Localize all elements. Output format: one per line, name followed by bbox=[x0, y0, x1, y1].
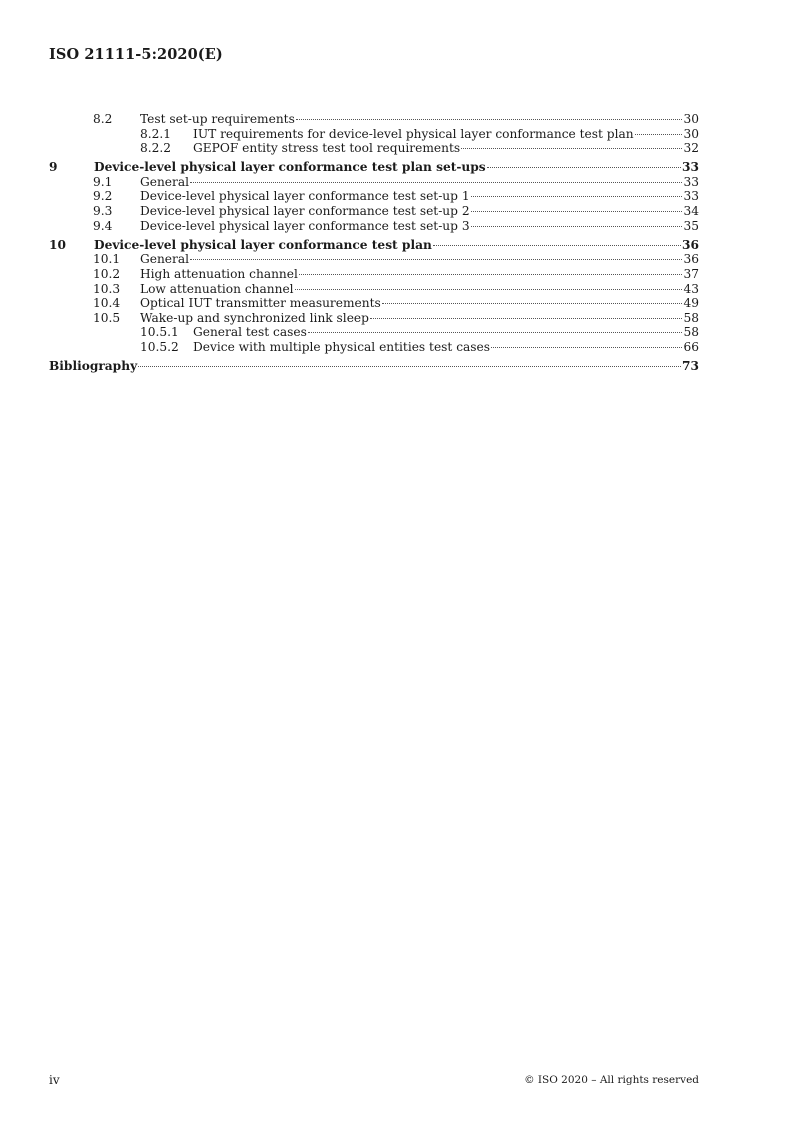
toc-entry-9-3[interactable] bbox=[49, 204, 699, 219]
toc-entry-number: 10.5 bbox=[93, 310, 121, 325]
toc-entry-title: Test set-up requirements bbox=[140, 112, 295, 126]
toc-entry-title: Optical IUT transmitter measurements bbox=[140, 296, 381, 311]
toc-entry-number: 9.1 bbox=[93, 174, 113, 189]
toc-entry-page: 43 bbox=[683, 281, 699, 296]
toc-leader-dots bbox=[491, 347, 682, 348]
toc-entry-title: GEPOF entity stress test tool requirements bbox=[193, 141, 461, 156]
toc-entry-number: 9.2 bbox=[93, 189, 113, 204]
toc-entry-number: 9.3 bbox=[93, 204, 113, 219]
toc-entry-page: 33 bbox=[683, 189, 699, 204]
toc-entry-page: 66 bbox=[683, 339, 699, 354]
toc-entry-title: Device-level physical layer conformance test plan set-ups bbox=[94, 160, 486, 175]
toc-entry-9-1[interactable] bbox=[49, 175, 699, 190]
toc-leader-dots bbox=[296, 119, 682, 120]
toc-leader-dots bbox=[370, 318, 682, 319]
toc-entry-title: General bbox=[140, 174, 189, 189]
toc-entry-number: 10.5.2 bbox=[140, 339, 179, 354]
toc-entry-10-2[interactable] bbox=[49, 267, 699, 282]
toc-entry-page: 58 bbox=[683, 310, 699, 325]
toc-leader-dots bbox=[382, 303, 682, 304]
toc-entry-page: 34 bbox=[683, 204, 699, 219]
toc-entry-page: 36 bbox=[683, 252, 699, 267]
toc-entry-9[interactable] bbox=[49, 160, 699, 175]
toc-entry-title: Low attenuation channel bbox=[140, 281, 294, 296]
toc-entry-10-4[interactable] bbox=[49, 296, 699, 311]
toc-leader-dots bbox=[138, 366, 681, 367]
toc-entry-page: 58 bbox=[683, 325, 699, 340]
toc-entry-number: 10 bbox=[49, 237, 66, 252]
toc-leader-dots bbox=[487, 167, 681, 168]
toc-entry-page: 73 bbox=[682, 359, 699, 373]
toc-entry-title: General test cases bbox=[193, 325, 307, 340]
footer-page-number: iv bbox=[49, 1073, 60, 1087]
toc-entry-10-3[interactable] bbox=[49, 282, 699, 297]
toc-entry-10-1[interactable] bbox=[49, 252, 699, 267]
toc-entry-number: 8.2.1 bbox=[140, 126, 172, 141]
toc-leader-dots bbox=[295, 289, 682, 290]
table-of-contents bbox=[49, 112, 699, 374]
toc-entry-number: 10.4 bbox=[93, 296, 121, 311]
toc-entry-page: 33 bbox=[682, 160, 699, 175]
toc-leader-dots bbox=[635, 134, 682, 135]
toc-leader-dots bbox=[471, 196, 682, 197]
toc-entry-8-2-1[interactable] bbox=[49, 127, 699, 142]
toc-entry-number: 10.2 bbox=[93, 266, 121, 281]
toc-entry-title: Device-level physical layer conformance test set-up 3 bbox=[140, 218, 470, 233]
toc-leader-dots bbox=[471, 211, 682, 212]
toc-entry-title: Device-level physical layer conformance test set-up 2 bbox=[140, 204, 470, 219]
toc-entry-page: 49 bbox=[683, 296, 699, 311]
toc-entry-10-5[interactable] bbox=[49, 311, 699, 326]
toc-entry-title: General bbox=[140, 252, 189, 267]
toc-entry-page: 37 bbox=[683, 266, 699, 281]
toc-entry-number: 10.1 bbox=[93, 252, 121, 267]
toc-entry-page: 32 bbox=[683, 141, 699, 156]
toc-entry-page: 30 bbox=[683, 126, 699, 141]
toc-leader-dots bbox=[190, 259, 682, 260]
toc-leader-dots bbox=[461, 148, 682, 149]
toc-entry-page: 36 bbox=[682, 237, 699, 252]
toc-entry-title: High attenuation channel bbox=[140, 266, 298, 281]
toc-entry-title: Device with multiple physical entities test cases bbox=[193, 339, 491, 354]
document-header: ISO 21111-5:2020(E) bbox=[49, 46, 223, 63]
toc-entry-number: 10.3 bbox=[93, 281, 121, 296]
toc-entry-10[interactable] bbox=[49, 238, 699, 253]
toc-entry-bibliography[interactable] bbox=[49, 359, 699, 374]
toc-entry-number: 8.2.2 bbox=[140, 141, 172, 156]
toc-entry-title: Device-level physical layer conformance test set-up 1 bbox=[140, 189, 470, 204]
toc-entry-8-2-2[interactable] bbox=[49, 141, 699, 156]
toc-leader-dots bbox=[471, 226, 682, 227]
toc-entry-8-2[interactable] bbox=[49, 112, 699, 127]
toc-entry-number: 9.4 bbox=[93, 218, 113, 233]
toc-entry-number: 10.5.1 bbox=[140, 325, 179, 340]
toc-entry-title: IUT requirements for device-level physical layer conformance test plan bbox=[193, 126, 634, 141]
toc-entry-title: Wake-up and synchronized link sleep bbox=[140, 310, 369, 325]
toc-entry-page: 35 bbox=[683, 218, 699, 233]
footer-copyright: © ISO 2020 – All rights reserved bbox=[524, 1074, 699, 1086]
toc-entry-page: 33 bbox=[683, 174, 699, 189]
toc-entry-number: 8.2 bbox=[93, 112, 113, 126]
toc-leader-dots bbox=[190, 182, 682, 183]
toc-entry-9-2[interactable] bbox=[49, 189, 699, 204]
toc-entry-title: Device-level physical layer conformance test plan bbox=[94, 237, 432, 252]
toc-leader-dots bbox=[299, 274, 682, 275]
toc-entry-10-5-2[interactable] bbox=[49, 340, 699, 355]
toc-entry-page: 30 bbox=[683, 112, 699, 126]
toc-leader-dots bbox=[433, 245, 681, 246]
toc-entry-number: 9 bbox=[49, 160, 58, 175]
toc-entry-9-4[interactable] bbox=[49, 219, 699, 234]
toc-entry-10-5-1[interactable] bbox=[49, 325, 699, 340]
toc-leader-dots bbox=[308, 332, 682, 333]
toc-entry-title: Bibliography bbox=[49, 359, 138, 373]
